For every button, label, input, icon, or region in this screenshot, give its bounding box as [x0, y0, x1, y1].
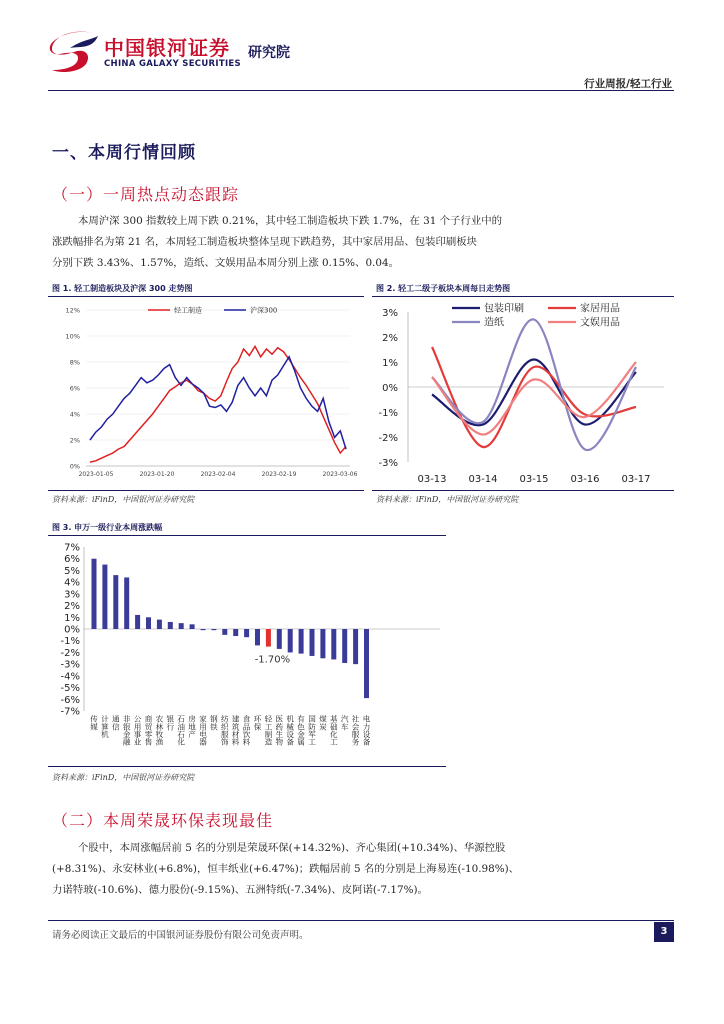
x-tick-label: 03-13: [417, 474, 447, 485]
legend-label: 轻工制造: [174, 306, 202, 315]
legend-label: 造纸: [484, 317, 504, 329]
x-tick-label: 家用电器: [198, 715, 208, 746]
section-title: 一、本周行情回顾: [52, 143, 196, 163]
x-tick-label: 03-16: [570, 474, 600, 485]
bar: [168, 622, 173, 629]
y-tick-label: 4%: [69, 410, 80, 419]
figure-rule: [372, 490, 674, 491]
series-line: [432, 319, 636, 450]
x-tick-label: 农林牧渔: [154, 715, 164, 746]
x-tick-label: 商贸零售: [144, 715, 153, 746]
x-tick-label: 03-14: [468, 474, 498, 485]
subsection-title-2: （二）本周荣晟环保表现最佳: [52, 811, 274, 830]
brand-logo: [48, 28, 308, 76]
paragraph-line: 本周沪深 300 指数较上周下跌 0.21%，其中轻工制造板块下跌 1.7%，在 31 个子行业中的: [78, 215, 502, 227]
y-tick-label: 3%: [64, 589, 80, 601]
legend-label: 沪深300: [250, 306, 278, 315]
paragraph-line: 涨跌幅排名为第 21 名，本周轻工制造板块整体呈现下跌趋势，其中家居用品、包装印刷板块: [52, 236, 478, 248]
y-tick-label: -4%: [60, 671, 80, 683]
y-tick-label: 12%: [65, 306, 80, 315]
logo-chinese-name: 中国银河证券: [104, 36, 230, 60]
bar: [233, 629, 238, 636]
y-tick-label: 2%: [64, 601, 80, 613]
bar: [255, 629, 260, 645]
y-tick-label: 10%: [65, 332, 80, 341]
logo-institute: 研究院: [248, 45, 290, 61]
bar: [364, 629, 369, 698]
series-line: [90, 357, 346, 449]
x-tick-label: 通信: [111, 715, 121, 731]
x-tick-label: 非银金融: [122, 715, 132, 746]
x-tick-label: 基础化工: [329, 715, 339, 746]
figure-rule: [48, 766, 446, 767]
figure-title: 图 2. 轻工二级子板块本周每日走势图: [376, 284, 511, 293]
figure-source: 资料来源：iFinD，中国银河证券研究院: [376, 495, 519, 504]
bar: [288, 629, 293, 652]
chart-industry-weekly: [48, 537, 446, 763]
paragraph-line: 个股中，本周涨幅居前 5 名的分别是荣晟环保(+14.32%)、齐心集团(+10.34%)、华源控股: [78, 842, 506, 854]
bar: [190, 624, 195, 629]
x-tick-label: 公用事业: [133, 715, 143, 746]
series-line: [90, 346, 346, 462]
y-tick-label: 4%: [64, 577, 80, 589]
paragraph-line: (+8.31%)、永安林业(+6.8%)，恒丰纸业(+6.47%)；跌幅居前 5 名的分别是上海易连(-10.98%)、: [52, 863, 520, 875]
x-tick-label: 2023-03-06: [322, 471, 358, 478]
bar: [146, 617, 151, 629]
y-tick-label: 0%: [64, 624, 80, 636]
bar: [135, 615, 140, 629]
y-tick-label: -5%: [60, 683, 80, 695]
y-tick-label: -3%: [378, 458, 398, 469]
bar: [320, 629, 325, 658]
x-tick-label: 有色金属: [296, 715, 306, 746]
bar: [211, 629, 216, 630]
y-tick-label: 5%: [64, 565, 80, 577]
x-tick-label: 2023-02-04: [200, 471, 236, 478]
y-tick-label: 0%: [69, 462, 80, 471]
x-tick-label: 社会服务: [351, 715, 361, 746]
x-tick-label: 机械设备: [285, 715, 295, 746]
x-tick-label: 03-17: [621, 474, 651, 485]
x-tick-label: 国防军工: [307, 715, 317, 746]
report-type: 行业周报/轻工行业: [584, 78, 672, 90]
y-tick-label: -1%: [378, 408, 398, 419]
bar: [310, 629, 315, 656]
x-tick-label: 2023-01-20: [139, 471, 175, 478]
bar: [113, 575, 118, 629]
y-tick-label: 0%: [382, 383, 398, 394]
figure-rule: [48, 535, 446, 536]
x-tick-label: 2023-01-05: [78, 471, 114, 478]
bar: [179, 623, 184, 629]
subsection-title-1: （一）一周热点动态跟踪: [52, 185, 240, 204]
bar: [299, 629, 304, 654]
figure-title: 图 1. 轻工制造板块及沪深 300 走势图: [52, 284, 193, 293]
footer-disclaimer: 请务必阅读正文最后的中国银河证券股份有限公司免责声明。: [52, 930, 309, 941]
legend-label: 包装印刷: [484, 303, 524, 315]
y-tick-label: -6%: [60, 694, 80, 706]
bar: [353, 629, 358, 664]
y-tick-label: 2%: [69, 436, 80, 445]
y-tick-label: 6%: [64, 554, 80, 566]
x-tick-label: 2023-02-19: [261, 471, 297, 478]
bar-annotation: -1.70%: [254, 654, 291, 666]
x-tick-label: 钢铁: [209, 715, 219, 731]
footer-divider: [48, 920, 674, 921]
chart-sector-vs-hs300: [48, 298, 364, 488]
y-tick-label: -3%: [60, 659, 80, 671]
bar: [92, 559, 97, 629]
bar: [102, 565, 107, 629]
legend-label: 文娱用品: [580, 317, 620, 329]
y-tick-label: 1%: [64, 612, 80, 624]
bar: [244, 629, 249, 637]
legend-label: 家居用品: [580, 303, 620, 315]
x-tick-label: 轻工制造: [263, 715, 273, 746]
figure-rule: [372, 296, 674, 297]
figure-source: 资料来源：iFinD，中国银河证券研究院: [52, 773, 195, 782]
y-tick-label: -2%: [378, 433, 398, 444]
bar: [201, 629, 206, 630]
y-tick-label: 6%: [69, 384, 80, 393]
series-line: [432, 362, 636, 435]
y-tick-label: 1%: [382, 358, 398, 369]
bar: [266, 629, 271, 647]
figure-title: 图 3. 申万一级行业本周涨跌幅: [52, 523, 163, 532]
y-tick-label: 7%: [64, 542, 80, 554]
x-tick-label: 建筑材料: [231, 715, 241, 746]
x-tick-label: 传媒: [89, 715, 99, 731]
bar: [222, 629, 227, 635]
header-divider: [48, 90, 674, 91]
logo-english-name: CHINA GALAXY SECURITIES: [104, 59, 241, 69]
y-tick-label: -1%: [60, 636, 80, 648]
x-tick-label: 房地产: [187, 715, 197, 738]
page-number: 3: [654, 922, 674, 942]
x-tick-label: 03-15: [519, 474, 549, 485]
x-tick-label: 纺织服饰: [220, 715, 230, 746]
x-tick-label: 计算机: [100, 715, 110, 738]
y-tick-label: 2%: [382, 333, 398, 344]
x-tick-label: 食品饮料: [242, 715, 252, 746]
x-tick-label: 环保: [253, 715, 262, 731]
bar: [277, 629, 282, 649]
y-tick-label: 3%: [382, 308, 398, 319]
x-tick-label: 银行: [165, 715, 175, 731]
figure-rule: [48, 296, 364, 297]
x-tick-label: 电力设备: [362, 715, 371, 746]
chart-subsector-daily: [372, 298, 674, 488]
bar: [342, 629, 347, 663]
bar: [331, 629, 336, 659]
y-tick-label: 8%: [69, 358, 80, 367]
x-tick-label: 石油石化: [176, 715, 186, 746]
y-tick-label: -2%: [60, 647, 80, 659]
paragraph-line: 力诺特玻(-10.6%)、德力股份(-9.15%)、五洲特纸(-7.34%)、皮阿诺(-7.17%)。: [52, 884, 428, 896]
x-tick-label: 汽车: [340, 715, 350, 731]
y-tick-label: -7%: [60, 706, 80, 718]
paragraph-line: 分别下跌 3.43%、1.57%，造纸、文娱用品本周分别上涨 0.15%、0.04。: [52, 257, 399, 269]
bar: [157, 620, 162, 629]
x-tick-label: 煤炭: [318, 715, 328, 731]
figure-rule: [48, 490, 364, 491]
figure-source: 资料来源：iFinD，中国银河证券研究院: [52, 495, 195, 504]
x-tick-label: 医药生物: [274, 715, 284, 746]
bar: [124, 577, 129, 629]
galaxy-logo-icon: [48, 28, 100, 74]
